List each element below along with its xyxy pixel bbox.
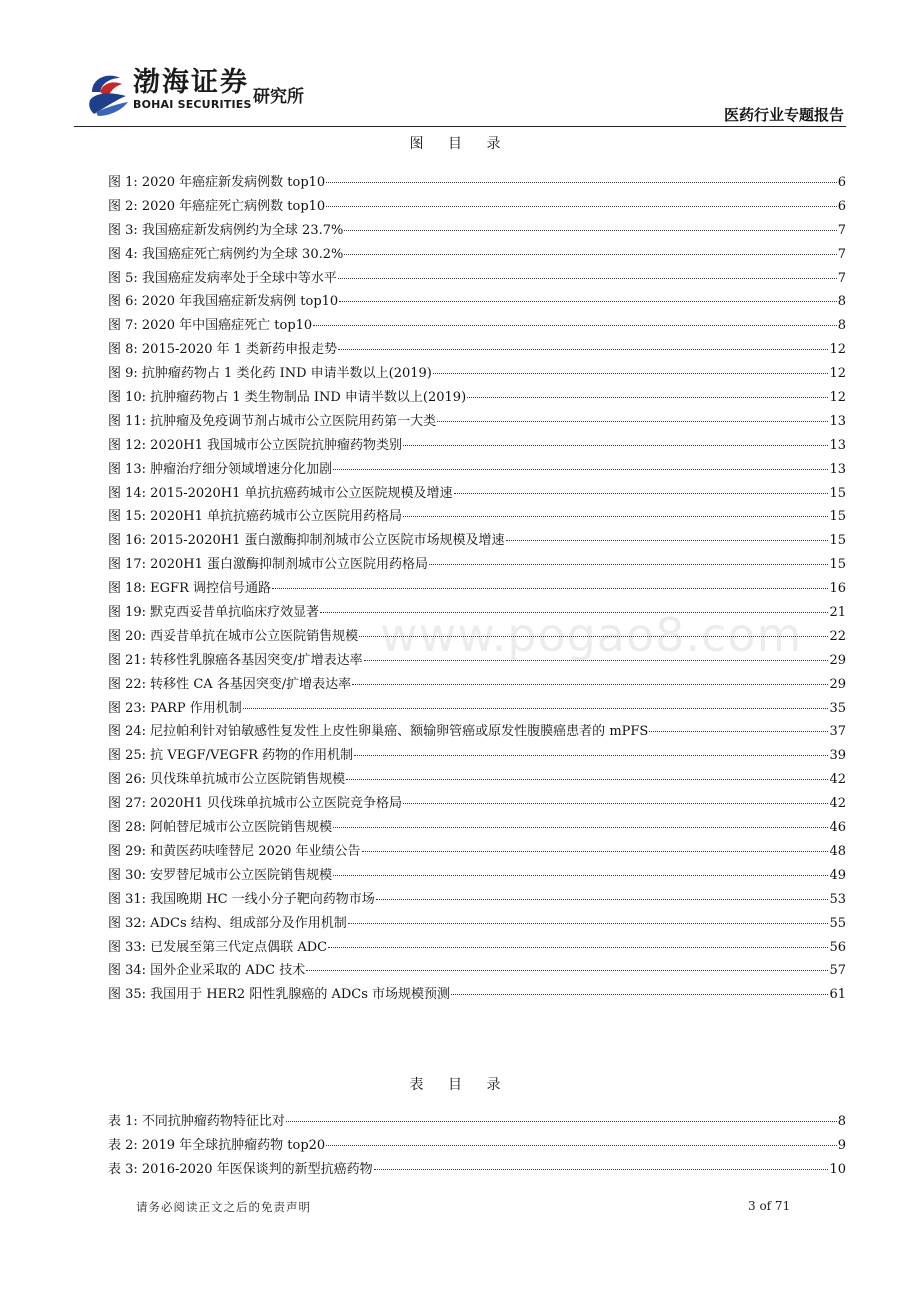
toc-entry-page: 15 <box>829 557 846 573</box>
brand-name-cn: 渤海证券 <box>133 67 249 98</box>
toc-leader-dots <box>313 312 837 326</box>
toc-leader-dots <box>362 838 829 852</box>
toc-entry[interactable] <box>108 171 846 195</box>
toc-entry-label: 图 16: 2015-2020H1 蛋白激酶抑制剂城市公立医院市场规模及增速 <box>108 533 505 549</box>
toc-entry-label: 图 29: 和黄医药呋喹替尼 2020 年业绩公告 <box>108 843 361 859</box>
toc-entry-label: 图 35: 我国用于 HER2 阳性乳腺癌的 ADCs 市场规模预测 <box>108 987 451 1003</box>
toc-entry[interactable] <box>108 267 846 291</box>
toc-entry-label: 图 11: 抗肿瘤及免疫调节剂占城市公立医院用药第一大类 <box>108 413 437 429</box>
toc-entry[interactable] <box>108 625 846 649</box>
toc-entry-label: 图 19: 默克西妥昔单抗临床疗效显著 <box>108 605 320 621</box>
toc-leader-dots <box>333 814 828 828</box>
toc-entry-label: 图 23: PARP 作用机制 <box>108 700 242 716</box>
toc-leader-dots <box>320 599 828 613</box>
toc-entry[interactable] <box>108 386 846 410</box>
toc-entry[interactable] <box>108 577 846 601</box>
toc-entry-label: 图 32: ADCs 结构、组成部分及作用机制 <box>108 915 347 931</box>
toc-entry[interactable] <box>108 673 846 697</box>
toc-entry-label: 图 31: 我国晚期 HC 一线小分子靶向药物市场 <box>108 891 375 907</box>
toc-entry-page: 42 <box>829 796 846 812</box>
toc-leader-dots <box>403 790 828 804</box>
toc-entry-label: 图 22: 转移性 CA 各基因突变/扩增表达率 <box>108 676 352 692</box>
toc-entry[interactable] <box>108 338 846 362</box>
toc-entry-page: 13 <box>829 413 846 429</box>
toc-entry[interactable] <box>108 697 846 721</box>
toc-leader-dots <box>374 1156 829 1170</box>
toc-leader-dots <box>344 241 836 255</box>
toc-entry-page: 56 <box>829 939 846 955</box>
toc-entry[interactable] <box>108 410 846 434</box>
toc-entry-page: 13 <box>829 437 846 453</box>
toc-entry-page: 57 <box>829 963 846 979</box>
figures-toc-list <box>108 171 846 1007</box>
toc-entry-label: 图 9: 抗肿瘤药物占 1 类化药 IND 申请半数以上(2019) <box>108 366 432 382</box>
toc-entry-label: 图 15: 2020H1 单抗抗癌药城市公立医院用药格局 <box>108 509 403 525</box>
tables-toc-title: 表 目 录 <box>409 1077 511 1093</box>
toc-entry-label: 图 18: EGFR 调控信号通路 <box>108 581 272 597</box>
toc-entry-label: 表 3: 2016-2020 年医保谈判的新型抗癌药物 <box>108 1161 373 1177</box>
toc-entry[interactable] <box>108 553 846 577</box>
toc-leader-dots <box>346 766 828 780</box>
toc-leader-dots <box>348 910 829 924</box>
toc-entry-page: 53 <box>829 891 846 907</box>
toc-leader-dots <box>451 981 828 995</box>
toc-entry-label: 图 12: 2020H1 我国城市公立医院抗肿瘤药物类别 <box>108 437 403 453</box>
toc-entry-page: 10 <box>829 1161 846 1177</box>
toc-entry-page: 37 <box>829 724 846 740</box>
toc-entry-page: 15 <box>829 485 846 501</box>
toc-entry[interactable] <box>108 219 846 243</box>
toc-entry-page: 46 <box>829 820 846 836</box>
toc-entry[interactable] <box>108 482 846 506</box>
toc-entry-page: 8 <box>837 318 846 334</box>
toc-leader-dots <box>403 503 828 517</box>
toc-entry-page: 6 <box>837 198 846 214</box>
toc-leader-dots <box>649 718 828 732</box>
toc-entry-page: 22 <box>829 628 846 644</box>
toc-leader-dots <box>339 288 837 302</box>
toc-entry-label: 表 1: 不同抗肿瘤药物特征比对 <box>108 1114 285 1129</box>
toc-entry-label: 图 27: 2020H1 贝伐珠单抗城市公立医院竞争格局 <box>108 796 403 812</box>
toc-entry-label: 图 6: 2020 年我国癌症新发病例 top10 <box>108 294 339 310</box>
toc-leader-dots <box>344 217 836 231</box>
toc-entry[interactable] <box>108 529 846 553</box>
toc-entry-page: 15 <box>829 533 846 549</box>
toc-entry-label: 图 17: 2020H1 蛋白激酶抑制剂城市公立医院用药格局 <box>108 557 429 573</box>
toc-entry[interactable] <box>108 959 846 983</box>
toc-entry[interactable] <box>108 458 846 482</box>
toc-leader-dots <box>354 742 828 756</box>
bohai-logo-icon <box>86 70 130 118</box>
toc-entry-label: 图 13: 肿瘤治疗细分领域增速分化加剧 <box>108 461 333 477</box>
toc-entry[interactable] <box>108 864 846 888</box>
toc-leader-dots <box>506 527 829 541</box>
footer-page-number: 3 of 71 <box>748 1199 791 1213</box>
toc-entry-page: 29 <box>829 676 846 692</box>
toc-entry-page: 42 <box>829 772 846 788</box>
toc-entry-label: 图 21: 转移性乳腺癌各基因突变/扩增表达率 <box>108 652 363 668</box>
toc-leader-dots <box>272 575 828 589</box>
toc-entry-page: 8 <box>837 294 846 310</box>
toc-entry-label: 图 8: 2015-2020 年 1 类新药申报走势 <box>108 342 338 358</box>
toc-entry-label: 图 24: 尼拉帕利针对铂敏感性复发性上皮性卵巢癌、额输卵管癌或原发性腹膜癌患者的 mPFS <box>108 724 649 740</box>
toc-entry[interactable] <box>108 1134 846 1158</box>
toc-entry[interactable] <box>108 1110 846 1134</box>
toc-entry-label: 图 26: 贝伐珠单抗城市公立医院销售规模 <box>108 772 346 788</box>
toc-entry-label: 图 20: 西妥昔单抗在城市公立医院销售规模 <box>108 628 359 644</box>
toc-leader-dots <box>403 432 828 446</box>
toc-leader-dots <box>338 336 828 350</box>
toc-entry[interactable] <box>108 649 846 673</box>
toc-entry[interactable] <box>108 290 846 314</box>
toc-entry[interactable] <box>108 243 846 267</box>
toc-leader-dots <box>326 193 837 207</box>
toc-leader-dots <box>433 360 829 374</box>
toc-entry-label: 图 2: 2020 年癌症死亡病例数 top10 <box>108 198 326 214</box>
footer-disclaimer: 请务必阅读正文之后的免责声明 <box>136 1200 311 1214</box>
toc-entry-page: 8 <box>837 1114 846 1129</box>
toc-entry-page: 48 <box>829 843 846 859</box>
toc-leader-dots <box>429 551 828 565</box>
toc-entry[interactable] <box>108 601 846 625</box>
toc-leader-dots <box>243 695 829 709</box>
toc-entry-page: 61 <box>829 987 846 1003</box>
toc-entry-label: 图 28: 阿帕替尼城市公立医院销售规模 <box>108 820 333 836</box>
toc-entry-label: 图 33: 已发展至第三代定点偶联 ADC <box>108 939 328 955</box>
toc-leader-dots <box>326 1132 837 1146</box>
toc-entry-page: 29 <box>829 652 846 668</box>
toc-entry[interactable] <box>108 792 846 816</box>
toc-entry[interactable] <box>108 195 846 219</box>
tables-toc-list <box>108 1110 846 1182</box>
toc-entry-page: 12 <box>829 366 846 382</box>
toc-leader-dots <box>333 862 828 876</box>
toc-entry[interactable] <box>108 768 846 792</box>
toc-entry-label: 图 10: 抗肿瘤药物占 1 类生物制品 IND 申请半数以上(2019) <box>108 390 467 406</box>
toc-leader-dots <box>326 169 837 183</box>
figures-toc-title: 图 目 录 <box>409 136 511 152</box>
toc-entry[interactable] <box>108 1158 846 1182</box>
toc-leader-dots <box>376 886 829 900</box>
institute-label: 研究所 <box>253 87 304 107</box>
toc-leader-dots <box>306 957 828 971</box>
toc-leader-dots <box>359 623 828 637</box>
toc-leader-dots <box>333 456 828 470</box>
toc-leader-dots <box>454 480 829 494</box>
toc-leader-dots <box>467 384 828 398</box>
toc-entry[interactable] <box>108 314 846 338</box>
toc-entry-page: 49 <box>829 867 846 883</box>
toc-entry-page: 6 <box>837 175 846 190</box>
toc-entry-page: 7 <box>837 222 846 238</box>
toc-entry-page: 55 <box>829 915 846 931</box>
toc-entry-label: 图 5: 我国癌症发病率处于全球中等水平 <box>108 270 337 286</box>
report-type-label: 医药行业专题报告 <box>723 106 844 124</box>
toc-entry-page: 39 <box>829 748 846 764</box>
toc-entry[interactable] <box>108 840 846 864</box>
toc-entry-page: 12 <box>829 342 846 358</box>
toc-entry-label: 图 7: 2020 年中国癌症死亡 top10 <box>108 318 313 334</box>
brand-name-en: BOHAI SECURITIES <box>133 98 252 111</box>
toc-entry-page: 12 <box>829 390 846 406</box>
toc-entry-page: 7 <box>837 270 846 286</box>
toc-entry[interactable] <box>108 434 846 458</box>
header-rule <box>74 126 846 127</box>
toc-leader-dots <box>328 934 828 948</box>
page-header <box>0 0 920 130</box>
toc-entry-page: 15 <box>829 509 846 525</box>
toc-entry[interactable] <box>108 720 846 744</box>
toc-entry[interactable] <box>108 744 846 768</box>
toc-leader-dots <box>286 1108 837 1122</box>
toc-entry-label: 表 2: 2019 年全球抗肿瘤药物 top20 <box>108 1137 326 1153</box>
toc-entry-label: 图 4: 我国癌症死亡病例约为全球 30.2% <box>108 246 344 262</box>
toc-entry-page: 21 <box>829 605 846 621</box>
toc-leader-dots <box>437 408 828 422</box>
toc-entry-label: 图 30: 安罗替尼城市公立医院销售规模 <box>108 867 333 883</box>
toc-entry-label: 图 3: 我国癌症新发病例约为全球 23.7% <box>108 222 344 238</box>
toc-entry-page: 35 <box>829 700 846 716</box>
toc-entry-page: 7 <box>837 246 846 262</box>
toc-entry-page: 13 <box>829 461 846 477</box>
toc-entry-label: 图 1: 2020 年癌症新发病例数 top10 <box>108 175 326 190</box>
toc-entry[interactable] <box>108 362 846 386</box>
toc-entry-label: 图 34: 国外企业采取的 ADC 技术 <box>108 963 306 979</box>
toc-leader-dots <box>338 265 837 279</box>
toc-entry-page: 16 <box>829 581 846 597</box>
toc-leader-dots <box>352 671 828 685</box>
toc-entry-label: 图 14: 2015-2020H1 单抗抗癌药城市公立医院规模及增速 <box>108 485 453 501</box>
toc-entry[interactable] <box>108 888 846 912</box>
watermark: www.pogao8.com <box>380 608 803 662</box>
toc-entry[interactable] <box>108 983 846 1007</box>
toc-entry-label: 图 25: 抗 VEGF/VEGFR 药物的作用机制 <box>108 748 354 764</box>
toc-leader-dots <box>364 647 829 661</box>
toc-entry-page: 9 <box>837 1137 846 1153</box>
toc-entry[interactable] <box>108 912 846 936</box>
toc-entry[interactable] <box>108 936 846 960</box>
toc-entry[interactable] <box>108 505 846 529</box>
toc-entry[interactable] <box>108 816 846 840</box>
